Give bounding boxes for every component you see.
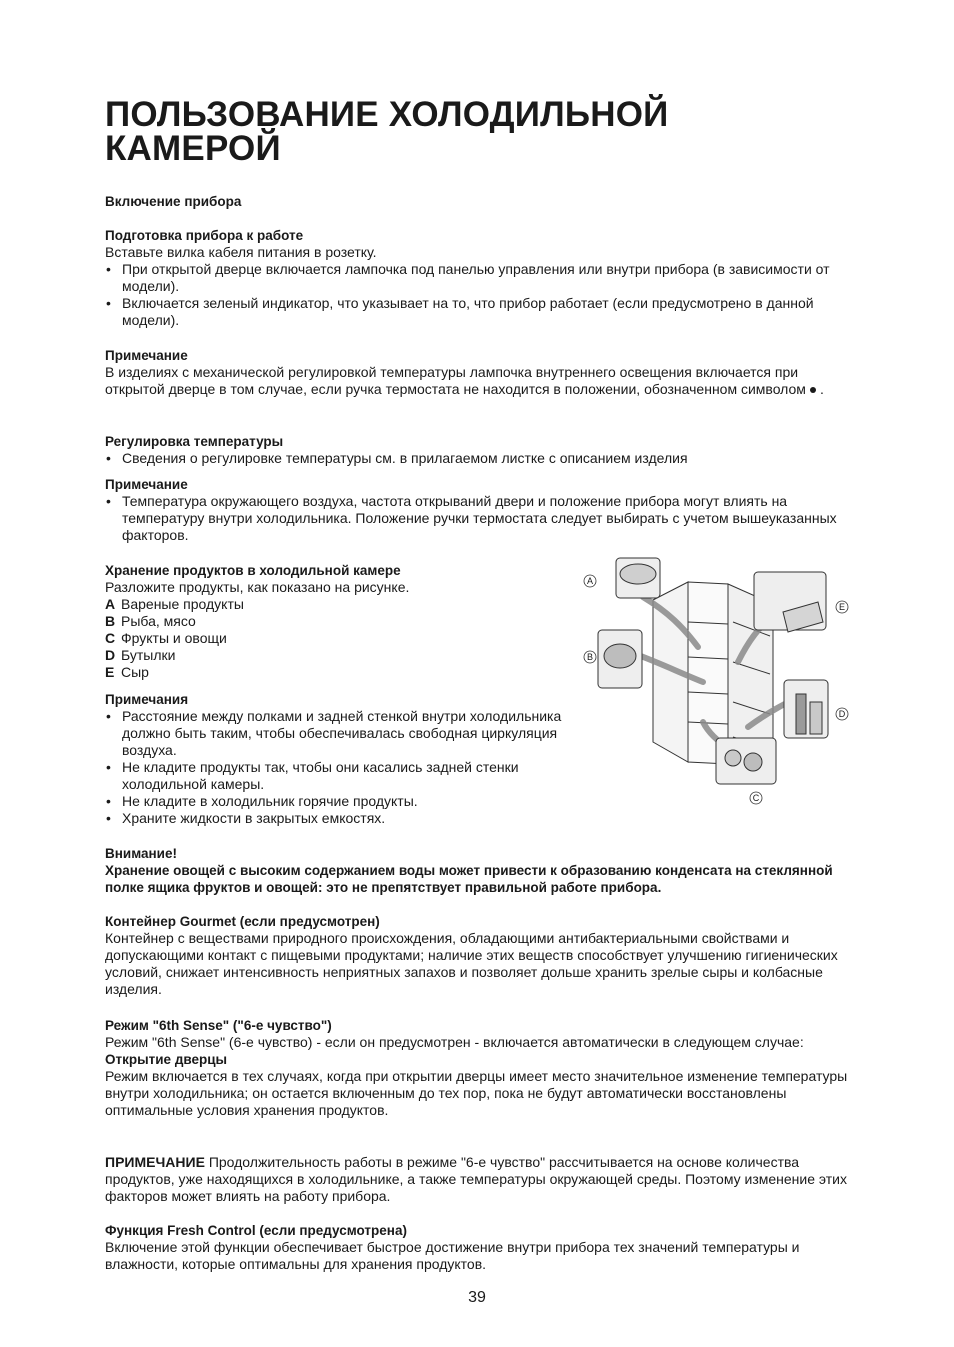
legend-label: Рыба, мясо (121, 613, 196, 629)
list-item: • Расстояние между полками и задней стенкой внутри холодильника должно быть таким, чтобы обеспечивалась свободная циркуляция воздуха. (105, 708, 575, 759)
legend-item (105, 613, 575, 630)
section-heading: Функция Fresh Control (если предусмотрена) (105, 1223, 407, 1238)
section-heading: Включение прибора (105, 194, 242, 209)
bullet-symbol-icon (810, 387, 816, 393)
paragraph: Включение этой функции обеспечивает быстрое достижение внутри прибора тех значений температуры и влажности, которые оптимальны для хранения продуктов. (105, 1239, 800, 1272)
legend-label: Бутылки (121, 647, 176, 663)
subsection-heading: Открытие дверцы (105, 1052, 228, 1067)
list-item: • Температура окружающего воздуха, частота открываний двери и положение прибора могут влиять на температуру внутри холодильника. Положение ручки термостата следует выбирать с учетом вышеуказанных факторов. (105, 493, 850, 544)
legend-item (105, 664, 575, 681)
figure-label-a: A (586, 576, 594, 586)
section-preparation (105, 227, 850, 329)
paragraph: Режим включается в тех случаях, когда при открытии дверцы имеет место значительное изменение температуры внутри холодильника; он остается включенным до тех пор, пока не будут автоматически восстановлены оптимальные условия хранения продуктов. (105, 1068, 848, 1118)
section-note-2 (105, 476, 850, 544)
fridge-storage-diagram-icon (578, 552, 850, 808)
section-fresh-control (105, 1222, 850, 1273)
paragraph: Режим "6th Sense" (6-е чувство) - если он предусмотрен - включается автоматически в следующем случае: (105, 1034, 804, 1050)
paragraph: Вставьте вилка кабеля питания в розетку. (105, 244, 377, 260)
section-storage (105, 562, 575, 681)
paragraph-text: В изделиях с механической регулировкой температуры лампочка внутреннего освещения включается при открытой дверце в том случае, если ручка термостата не находится в положении, обозначенном символом (105, 364, 806, 397)
paragraph (105, 1154, 850, 1205)
legend-key: C (105, 630, 116, 646)
list-item: • Сведения о регулировке температуры см. в прилагаемом листке с описанием изделия (105, 450, 850, 467)
note-lead: ПРИМЕЧАНИЕ (105, 1154, 205, 1170)
list-item: • Не кладите в холодильник горячие продукты. (105, 793, 575, 810)
section-heading: Хранение продуктов в холодильной камере (105, 563, 401, 578)
page-title: ПОЛЬЗОВАНИЕ ХОЛОДИЛЬНОЙ КАМЕРОЙ (105, 95, 669, 168)
list-item: • Не кладите продукты так, чтобы они касались задней стенки холодильной камеры. (105, 759, 575, 793)
legend-key: A (105, 596, 116, 612)
bullet-list (105, 450, 850, 467)
figure-label-d: D (838, 709, 846, 719)
legend-key: B (105, 613, 116, 629)
figure-label-c: C (752, 793, 760, 803)
section-heading: Режим "6th Sense" ("6-е чувство") (105, 1018, 332, 1033)
bullet-list (105, 493, 850, 544)
paragraph: Хранение овощей с высоким содержанием воды может привести к образованию конденсата на стеклянной полке ящика фруктов и овощей: это не препятствует правильной работе прибора. (105, 863, 833, 895)
paragraph-text: Продолжительность работы в режиме "6-е чувство" рассчитывается на основе количества продуктов, уже находящихся в холодильнике, а также температуры окружающей среды. Поэтому изменение этих факторов может влиять на работу прибора. (105, 1154, 847, 1204)
section-heading: Примечание (105, 348, 188, 363)
section-heading: Примечание (105, 477, 188, 492)
paragraph: Разложите продукты, как показано на рисунке. (105, 579, 410, 595)
section-heading: Подготовка прибора к работе (105, 228, 304, 243)
figure-label-e: E (838, 602, 846, 612)
section-heading: Контейнер Gourmet (если предусмотрен) (105, 914, 380, 929)
list-item: • Храните жидкости в закрытых емкостях. (105, 810, 575, 827)
section-note-6th-sense (105, 1154, 850, 1205)
section-gourmet (105, 913, 850, 998)
bullet-list (105, 708, 575, 827)
section-notes-storage (105, 691, 575, 827)
section-heading: Регулировка температуры (105, 434, 284, 449)
legend-item (105, 647, 575, 664)
storage-legend (105, 596, 575, 681)
paragraph: Контейнер с веществами природного происхождения, обладающими антибактериальными свойствами и допускающими контакт с пищевыми продуктами; наличие этих веществ способствует улучшению гигиенических условий, снижает интенсивность неприятных запахов и позволяет дольше хранить зрелые сыры и колбасные изделия. (105, 930, 838, 997)
section-power-on (105, 193, 850, 210)
section-warning (105, 845, 850, 896)
legend-key: D (105, 647, 116, 663)
bullet-list (105, 261, 850, 329)
legend-item (105, 596, 575, 613)
paragraph-tail: . (819, 381, 824, 397)
list-item: • Включается зеленый индикатор, что указывает на то, что прибор работает (если предусмотрено в данной модели). (105, 295, 850, 329)
list-item: • При открытой дверце включается лампочка под панелью управления или внутри прибора (в зависимости от модели). (105, 261, 850, 295)
legend-label: Фрукты и овощи (121, 630, 227, 646)
section-temperature (105, 433, 850, 467)
section-6th-sense (105, 1017, 850, 1119)
legend-label: Вареные продукты (121, 596, 244, 612)
section-heading: Примечания (105, 692, 189, 707)
legend-label: Сыр (121, 664, 149, 680)
section-note-1 (105, 347, 850, 398)
legend-key: E (105, 664, 115, 680)
figure-label-b: B (586, 652, 594, 662)
legend-item (105, 630, 575, 647)
paragraph (105, 364, 850, 398)
section-heading: Внимание! (105, 846, 177, 861)
page-number: 39 (468, 1289, 486, 1306)
